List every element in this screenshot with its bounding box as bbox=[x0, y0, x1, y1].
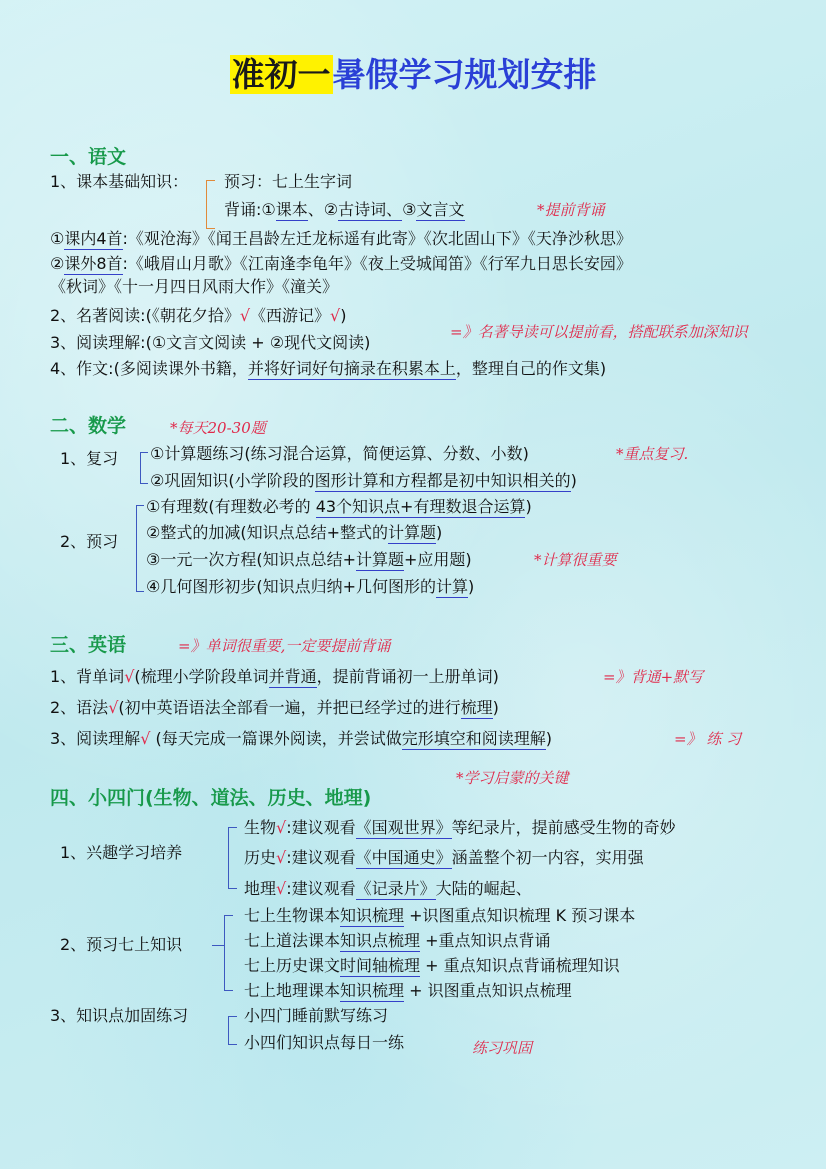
math-preview-label: 2、预习 bbox=[60, 532, 119, 551]
section-math-heading: 二、数学 bbox=[50, 415, 127, 437]
chinese-preview: 预习：七上生字词 bbox=[224, 172, 353, 191]
recite-poems: 古诗词、 bbox=[338, 200, 403, 219]
english-item-2: 2、语法√(初中英语语法全部看一遍，并把已经学过的进行梳理) bbox=[50, 698, 499, 717]
outer-label: 课外8首 bbox=[64, 254, 123, 273]
math-preview-4: ④几何图形初步(知识点归纳+几何图形的计算) bbox=[146, 577, 475, 596]
math-preview-2: ②整式的加减(知识点总结+整式的计算题) bbox=[146, 523, 443, 542]
title-highlight: 准初一 bbox=[231, 55, 331, 94]
minor-preview-4: 七上地理课本知识梳理 + 识图重点知识点梳理 bbox=[244, 981, 572, 1000]
math-daily-note: *每天20-30题 bbox=[170, 419, 266, 437]
minor-heading-note: *学习启蒙的关键 bbox=[456, 769, 569, 787]
math-review-2: ②巩固知识(小学阶段的图形计算和方程都是初中知识相关的) bbox=[150, 471, 577, 490]
math-preview-brace bbox=[136, 505, 144, 592]
check-icon: √ bbox=[124, 667, 135, 686]
english-heading-note: =》单词很重要,一定要提前背诵 bbox=[178, 637, 391, 655]
minor-practice-brace bbox=[228, 1016, 237, 1045]
section-chinese-heading: 一、语文 bbox=[50, 146, 127, 168]
section-minor-heading: 四、小四门(生物、道法、历史、地理) bbox=[50, 787, 372, 809]
math-preview-1: ①有理数(有理数必考的 43个知识点+有理数退合运算) bbox=[146, 497, 532, 516]
chinese-reading: 3、阅读理解:(①文言文阅读 + ②现代文阅读) bbox=[50, 333, 371, 352]
page-title bbox=[0, 52, 826, 98]
minor-practice-1: 小四门睡前默写练习 bbox=[244, 1006, 389, 1025]
check-icon: √ bbox=[140, 729, 151, 748]
minor-preview-2: 七上道法课本知识点梳理 +重点知识点背诵 bbox=[244, 931, 551, 950]
chinese-basic-label: 1、课本基础知识： bbox=[50, 172, 189, 191]
english-item-1: 1、背单词√(梳理小学阶段单词并背通，提前背诵初一上册单词) bbox=[50, 667, 499, 686]
math-review-label: 1、复习 bbox=[60, 449, 119, 468]
english-item-3: 3、阅读理解√ (每天完成一篇课外阅读，并尝试做完形填空和阅读理解) bbox=[50, 729, 552, 748]
title-rest: 暑假学习规划安排 bbox=[332, 55, 597, 94]
math-review-brace bbox=[140, 452, 148, 484]
check-icon: √ bbox=[276, 848, 287, 867]
minor-preview-3: 七上历史课文时间轴梳理 + 重点知识点背诵梳理知识 bbox=[244, 956, 620, 975]
english-item-1-note: =》背通+默写 bbox=[603, 668, 704, 686]
minor-practice-2: 小四们知识点每日一练 bbox=[244, 1033, 405, 1052]
check-icon: √ bbox=[276, 818, 287, 837]
recite-textbook: 课本 bbox=[275, 200, 308, 219]
recite-note: *提前背诵 bbox=[537, 201, 605, 219]
check-icon: √ bbox=[108, 698, 119, 717]
chinese-classics: 2、名著阅读:(《朝花夕拾》√《西游记》√) bbox=[50, 306, 347, 325]
check-icon: √ bbox=[239, 306, 251, 325]
chinese-outer-poems-2: 《秋词》《十一月四日风雨大作》《潼关》 bbox=[50, 277, 339, 296]
minor-practice-label: 3、知识点加固练习 bbox=[50, 1006, 189, 1025]
reading-note: =》名著导读可以提前看，搭配联系加深知识 bbox=[450, 323, 748, 341]
chinese-recite-line: 背诵:①课本、②古诗词、③文言文 bbox=[224, 200, 465, 219]
math-preview-3-note: *计算很重要 bbox=[534, 551, 617, 569]
math-review-1: ①计算题练习(练习混合运算，简便运算、分数、小数) bbox=[150, 444, 529, 463]
minor-geography: 地理√:建议观看《记录片》大陆的崛起、 bbox=[244, 879, 532, 898]
inner-label: 课内4首 bbox=[64, 229, 123, 248]
math-review-1-note: *重点复习. bbox=[616, 445, 689, 463]
chinese-writing: 4、作文:(多阅读课外书籍，并将好词好句摘录在积累本上，整理自己的作文集) bbox=[50, 359, 607, 378]
minor-preview-connector bbox=[212, 945, 224, 946]
minor-practice-note: 练习巩固 bbox=[472, 1039, 533, 1057]
minor-preview-1: 七上生物课本知识梳理 +识图重点知识梳理 K 预习课本 bbox=[244, 906, 636, 925]
section-english-heading: 三、英语 bbox=[50, 634, 127, 656]
check-icon: √ bbox=[276, 879, 287, 898]
english-item-3-note: =》 练 习 bbox=[674, 730, 742, 748]
minor-interest-label: 1、兴趣学习培养 bbox=[60, 843, 183, 862]
minor-interest-brace bbox=[228, 827, 237, 889]
minor-preview-brace bbox=[224, 915, 233, 991]
recite-classical: 文言文 bbox=[416, 200, 465, 219]
chinese-outer-poems: ②课外8首:《峨眉山月歌》《江南逢李龟年》《夜上受城闻笛》《行军九日思长安园》 bbox=[50, 254, 632, 273]
chinese-inner-poems: ①课内4首:《观沧海》《闻王昌龄左迁龙标遥有此寄》《次北固山下》《天净沙秋思》 bbox=[50, 229, 632, 248]
check-icon: √ bbox=[330, 306, 341, 325]
chinese-brace bbox=[206, 180, 215, 229]
minor-biology: 生物√:建议观看《国观世界》等纪录片，提前感受生物的奇妙 bbox=[244, 818, 676, 837]
math-preview-3: ③一元一次方程(知识点总结+计算题+应用题) bbox=[146, 550, 472, 569]
minor-preview-label: 2、预习七上知识 bbox=[60, 935, 183, 954]
minor-history: 历史√:建议观看《中国通史》涵盖整个初一内容，实用强 bbox=[244, 848, 644, 867]
